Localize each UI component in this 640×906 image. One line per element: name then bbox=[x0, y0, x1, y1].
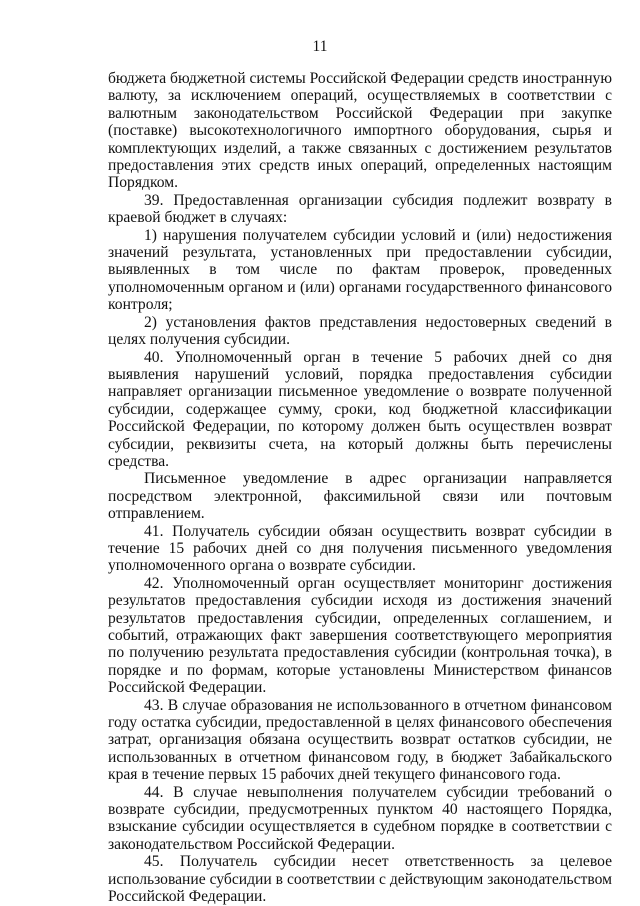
paragraph-41: 41. Получатель субсидии обязан осуществить возврат субсидии в течение 15 рабочих дней со дня получения письменного уведомления уполномоченного органа о возврате субсидии. bbox=[108, 522, 612, 575]
page-number: 11 bbox=[312, 38, 328, 55]
paragraph-40-notice: Письменное уведомление в адрес организации направляется посредством электронной, факсимильной связи или почтовым отправлением. bbox=[108, 470, 612, 523]
paragraph-40: 40. Уполномоченный орган в течение 5 рабочих дней со дня выявления нарушений условий, порядка предоставления субсидии направляет организации письменное уведомление о возврате полученной субсидии, содержащее сумму, сроки, код бюджетной классификации Российской Федерации, по которому должен быть осуществлен возврат субсидии, реквизиты счета, на который должны быть перечислены средства. bbox=[108, 348, 612, 470]
paragraph-39: 39. Предоставленная организации субсидия подлежит возврату в краевой бюджет в случаях: bbox=[108, 191, 612, 227]
paragraph-43: 43. В случае образования не использованного в отчетном финансовом году остатка субсидии, предоставленной в целях финансового обеспечения затрат, организация обязана осуществить возврат остатков субсидии, не использованных в отчетном финансовом году, в бюджет Забайкальского края в течение первых 15 рабочих дней текущего финансового года. bbox=[108, 696, 612, 784]
paragraph-44: 44. В случае невыполнения получателем субсидии требований о возврате субсидии, предусмотренных пунктом 40 настоящего Порядка, взыскание субсидии осуществляется в судебном порядке в соответствии с законодательством Российской Федерации. bbox=[108, 783, 612, 853]
paragraph-budget-currency: бюджета бюджетной системы Российской Федерации средств иностранную валюту, за исключением операций, осуществляемых в соответствии с валютным законодательством Российской Федерации при закупке (поставке) высокотехнологичного импортного оборудования, сырья и комплектующих изделий, а также связанных с достижением результатов предоставления этих средств иных операций, определенных настоящим Порядком. bbox=[108, 70, 612, 192]
paragraph-45: 45. Получатель субсидии несет ответственность за целевое использование субсидии в соответствии с действующим законодательством Российской Федерации. bbox=[108, 853, 612, 906]
paragraph-42: 42. Уполномоченный орган осуществляет мониторинг достижения результатов предоставления субсидии исходя из достижения значений результатов предоставления субсидии, определенных соглашением, и событий, отражающих факт завершения соответствующего мероприятия по получению результата предоставления субсидии (контрольная точка), в порядке и по формам, которые установлены Министерством финансов Российской Федерации. bbox=[108, 574, 612, 697]
paragraph-39-item-2: 2) установления фактов представления недостоверных сведений в целях получения субсидии. bbox=[108, 313, 612, 349]
document-body bbox=[108, 70, 612, 906]
paragraph-39-item-1: 1) нарушения получателем субсидии условий и (или) недостижения значений результата, установленных при предоставлении субсидии, выявленных в том числе по фактам проверок, проведенных уполномоченным органом и (или) органами государственного финансового контроля; bbox=[108, 226, 612, 314]
